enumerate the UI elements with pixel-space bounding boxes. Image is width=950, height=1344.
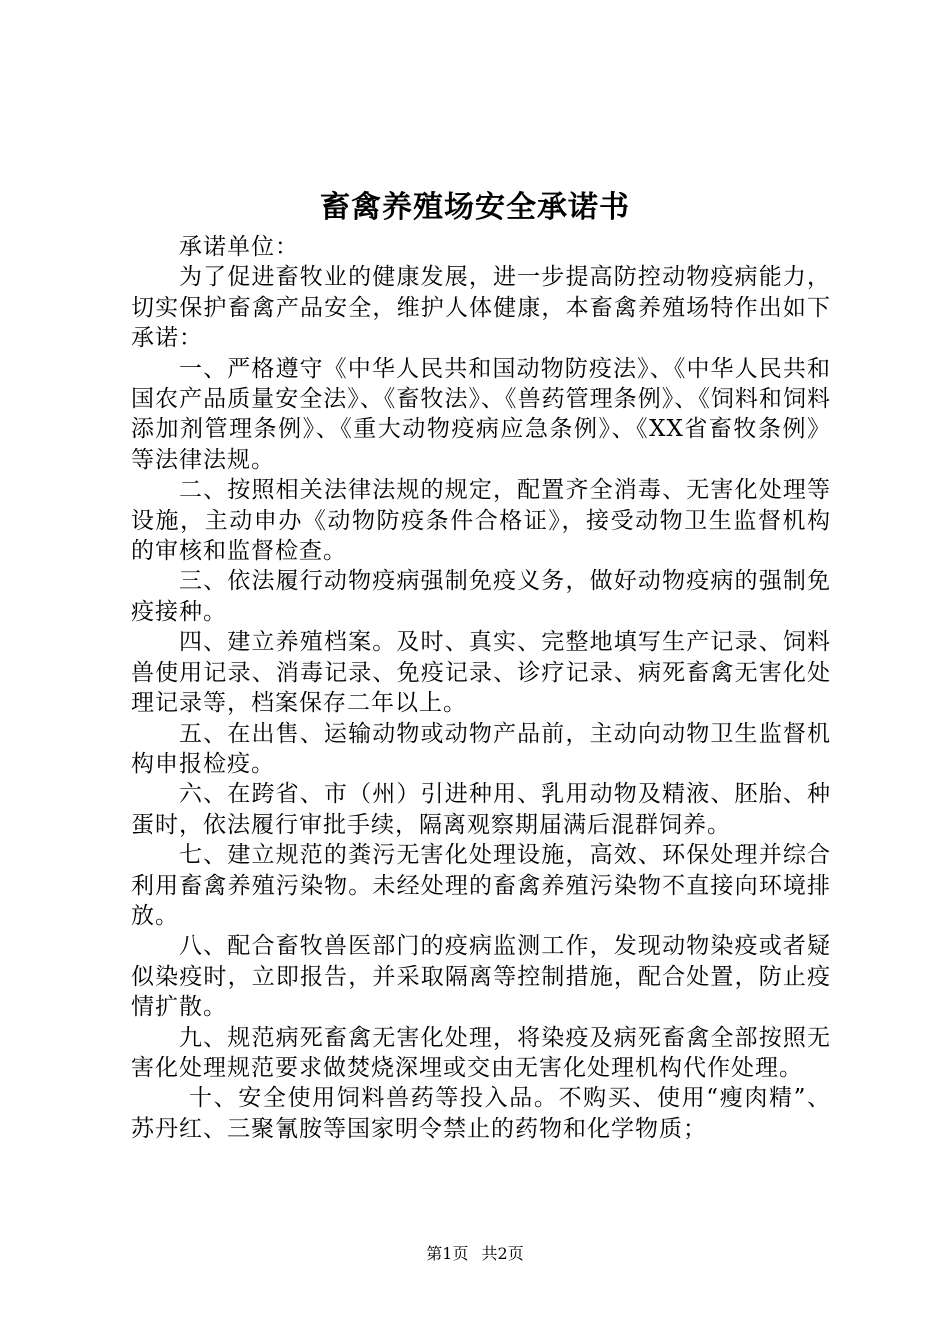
paragraph-item-10: 十、安全使用饲料兽药等投入品。不购买、使用“瘦肉精”、苏丹红、三聚氰胺等国家明令禁止的药物和化学物质； [131, 1085, 831, 1142]
paragraph-item-9: 九、规范病死畜禽无害化处理，将染疫及病死畜禽全部按照无害化处理规范要求做焚烧深埋或交由无害化处理机构代作处理。 [131, 1024, 831, 1081]
paragraph-item-1: 一、严格遵守《中华人民共和国动物防疫法》、《中华人民共和国农产品质量安全法》、《畜牧法》、《兽药管理条例》、《饲料和饲料添加剂管理条例》、《重大动物疫病应急条例》、《XX省畜牧条例》等法律法规。 [131, 355, 831, 473]
paragraph-item-8: 八、配合畜牧兽医部门的疫病监测工作，发现动物染疫或者疑似染疫时，立即报告，并采取隔离等控制措施，配合处置，防止疫情扩散。 [131, 933, 831, 1021]
paragraph-intro: 为了促进畜牧业的健康发展，进一步提高防控动物疫病能力，切实保护畜禽产品安全，维护人体健康，本畜禽养殖场特作出如下承诺： [131, 264, 831, 352]
paragraph-item-2: 二、按照相关法律法规的规定，配置齐全消毒、无害化处理等设施，主动申办《动物防疫条件合格证》，接受动物卫生监督机构的审核和监督检查。 [131, 477, 831, 565]
page-number: 第1页 [426, 1244, 469, 1263]
paragraph-commitment-unit: 承诺单位： [179, 234, 299, 260]
page-total: 共2页 [481, 1244, 524, 1263]
paragraph-item-5: 五、在出售、运输动物或动物产品前，主动向动物卫生监督机构申报检疫。 [131, 720, 831, 777]
paragraph-item-3: 三、依法履行动物疫病强制免疫义务，做好动物疫病的强制免疫接种。 [131, 568, 831, 625]
paragraph-item-6: 六、在跨省、市（州）引进种用、乳用动物及精液、胚胎、种蛋时，依法履行审批手续，隔离观察期届满后混群饲养。 [131, 781, 831, 838]
page-footer [0, 1243, 950, 1265]
document-title: 畜禽养殖场安全承诺书 [320, 190, 630, 225]
paragraph-item-4: 四、建立养殖档案。及时、真实、完整地填写生产记录、饲料兽使用记录、消毒记录、免疫记录、诊疗记录、病死畜禽无害化处理记录等，档案保存二年以上。 [131, 629, 831, 717]
document-body [131, 232, 831, 1144]
paragraph-item-7: 七、建立规范的粪污无害化处理设施，高效、环保处理并综合利用畜禽养殖污染物。未经处理的畜禽养殖污染物不直接向环境排放。 [131, 842, 831, 929]
